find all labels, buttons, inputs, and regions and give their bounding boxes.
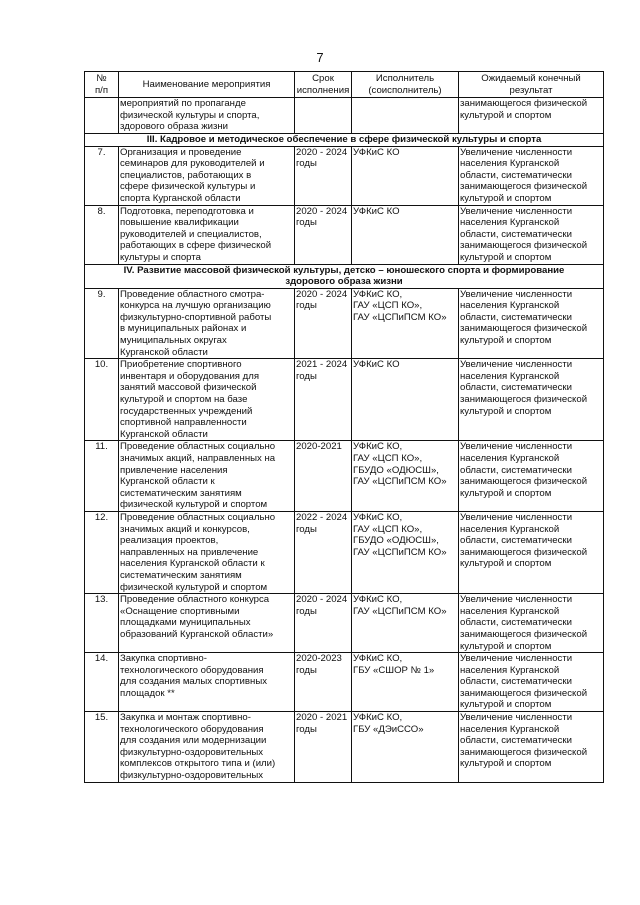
cell-term: 2020 - 2021 годы	[295, 712, 352, 783]
section-heading-4: IV. Развитие массовой физической культуры, детско – юношеского спорта и формирование здорового образа жизни	[85, 264, 604, 288]
cell-term: 2022 - 2024 годы	[295, 511, 352, 593]
cell-result: Увеличение численности населения Курганской области, систематически занимающегося физической культурой и спортом	[459, 205, 604, 264]
header-executor: Исполнитель (соисполнитель)	[352, 72, 459, 98]
cell-term: 2020 - 2024 годы	[295, 146, 352, 205]
header-name: Наименование мероприятия	[119, 72, 295, 98]
cell-num: 9.	[85, 288, 119, 359]
cell-executor: УФКиС КО	[352, 146, 459, 205]
table-row-continuation	[85, 98, 604, 134]
cell-num: 14.	[85, 653, 119, 712]
table-row	[85, 594, 604, 653]
table-row	[85, 359, 604, 441]
cell-num: 8.	[85, 205, 119, 264]
cell-name: Подготовка, переподготовка и повышение квалификации руководителей и специалистов, работающих в сфере физической культуры и спорта	[119, 205, 295, 264]
cell-num: 11.	[85, 441, 119, 512]
table-row	[85, 441, 604, 512]
cell-name: Проведение областного конкурса «Оснащение спортивными площадками муниципальных образований Курганской области»	[119, 594, 295, 653]
cell-result: Увеличение численности населения Курганской области, систематически занимающегося физической культурой и спортом	[459, 288, 604, 359]
cell-num: 13.	[85, 594, 119, 653]
cell-num: 7.	[85, 146, 119, 205]
table-row	[85, 653, 604, 712]
cell-name: Закупка спортивно- технологического оборудования для создания малых спортивных площадок **	[119, 653, 295, 712]
section-heading-3: III. Кадровое и методическое обеспечение в сфере физической культуры и спорта	[85, 133, 604, 146]
cell-term	[295, 98, 352, 134]
cell-name: Закупка и монтаж спортивно- технологического оборудования для создания или модернизации физкультурно-оздоровительных комплексов открытого типа и (или) физкультурно-оздоровительных	[119, 712, 295, 783]
cell-term: 2020 - 2024 годы	[295, 594, 352, 653]
cell-num: 15.	[85, 712, 119, 783]
cell-result: Увеличение численности населения Курганской области, систематически занимающегося физической культурой и спортом	[459, 712, 604, 783]
cell-executor: УФКиС КО, ГБУ «ДЭиССО»	[352, 712, 459, 783]
cell-term: 2020-2021	[295, 441, 352, 512]
cell-name: Приобретение спортивного инвентаря и оборудования для занятий массовой физической культурой и спортом на базе государственных учреждений спортивной направленности Курганской области	[119, 359, 295, 441]
table-row	[85, 288, 604, 359]
cell-executor: УФКиС КО, ГБУ «СШОР № 1»	[352, 653, 459, 712]
cell-result: Увеличение численности населения Курганской области, систематически занимающегося физической культурой и спортом	[459, 653, 604, 712]
cell-result: Увеличение численности населения Курганской области, систематически занимающегося физической культурой и спортом	[459, 146, 604, 205]
section-row-3	[85, 133, 604, 146]
table-row	[85, 205, 604, 264]
table-row	[85, 511, 604, 593]
cell-name: Проведение областных социально значимых акций, направленных на привлечение населения Курганской области к систематическим занятиям физической культурой и спортом	[119, 441, 295, 512]
cell-executor: УФКиС КО, ГАУ «ЦСПиПСМ КО»	[352, 594, 459, 653]
cell-term: 2020-2023 годы	[295, 653, 352, 712]
cell-executor	[352, 98, 459, 134]
cell-term: 2020 - 2024 годы	[295, 205, 352, 264]
header-result: Ожидаемый конечный результат	[459, 72, 604, 98]
header-term: Срок исполнения	[295, 72, 352, 98]
cell-name: мероприятий по пропаганде физической культуры и спорта, здорового образа жизни	[119, 98, 295, 134]
cell-result: Увеличение численности населения Курганской области, систематически занимающегося физической культурой и спортом	[459, 594, 604, 653]
cell-name: Проведение областных социально значимых акций и конкурсов, реализация проектов, направленных на привлечение населения Курганской области к систематическим занятиям физической культурой и спортом	[119, 511, 295, 593]
cell-result: Увеличение численности населения Курганской области, систематически занимающегося физической культурой и спортом	[459, 441, 604, 512]
header-num: № п/п	[85, 72, 119, 98]
section-row-4	[85, 264, 604, 288]
cell-name: Организация и проведение семинаров для руководителей и специалистов, работающих в сфере физической культуры и спорта Курганской области	[119, 146, 295, 205]
table-row	[85, 146, 604, 205]
cell-num: 12.	[85, 511, 119, 593]
cell-executor: УФКиС КО, ГАУ «ЦСП КО», ГБУДО «ОДЮСШ», ГАУ «ЦСПиПСМ КО»	[352, 511, 459, 593]
events-table	[84, 71, 604, 783]
page-number: 7	[316, 50, 324, 65]
cell-executor: УФКиС КО	[352, 205, 459, 264]
cell-num	[85, 98, 119, 134]
cell-result: Увеличение численности населения Курганской области, систематически занимающегося физической культурой и спортом	[459, 359, 604, 441]
cell-num: 10.	[85, 359, 119, 441]
cell-name: Проведение областного смотра- конкурса на лучшую организацию физкультурно-спортивной работы в муниципальных районах и муниципальных округах Курганской области	[119, 288, 295, 359]
cell-result: Увеличение численности населения Курганской области, систематически занимающегося физической культурой и спортом	[459, 511, 604, 593]
cell-result: занимающегося физической культурой и спортом	[459, 98, 604, 134]
table-header-row	[85, 72, 604, 98]
cell-executor: УФКиС КО	[352, 359, 459, 441]
table-row	[85, 712, 604, 783]
cell-executor: УФКиС КО, ГАУ «ЦСП КО», ГАУ «ЦСПиПСМ КО»	[352, 288, 459, 359]
cell-term: 2021 - 2024 годы	[295, 359, 352, 441]
cell-executor: УФКиС КО, ГАУ «ЦСП КО», ГБУДО «ОДЮСШ», ГАУ «ЦСПиПСМ КО»	[352, 441, 459, 512]
cell-term: 2020 - 2024 годы	[295, 288, 352, 359]
